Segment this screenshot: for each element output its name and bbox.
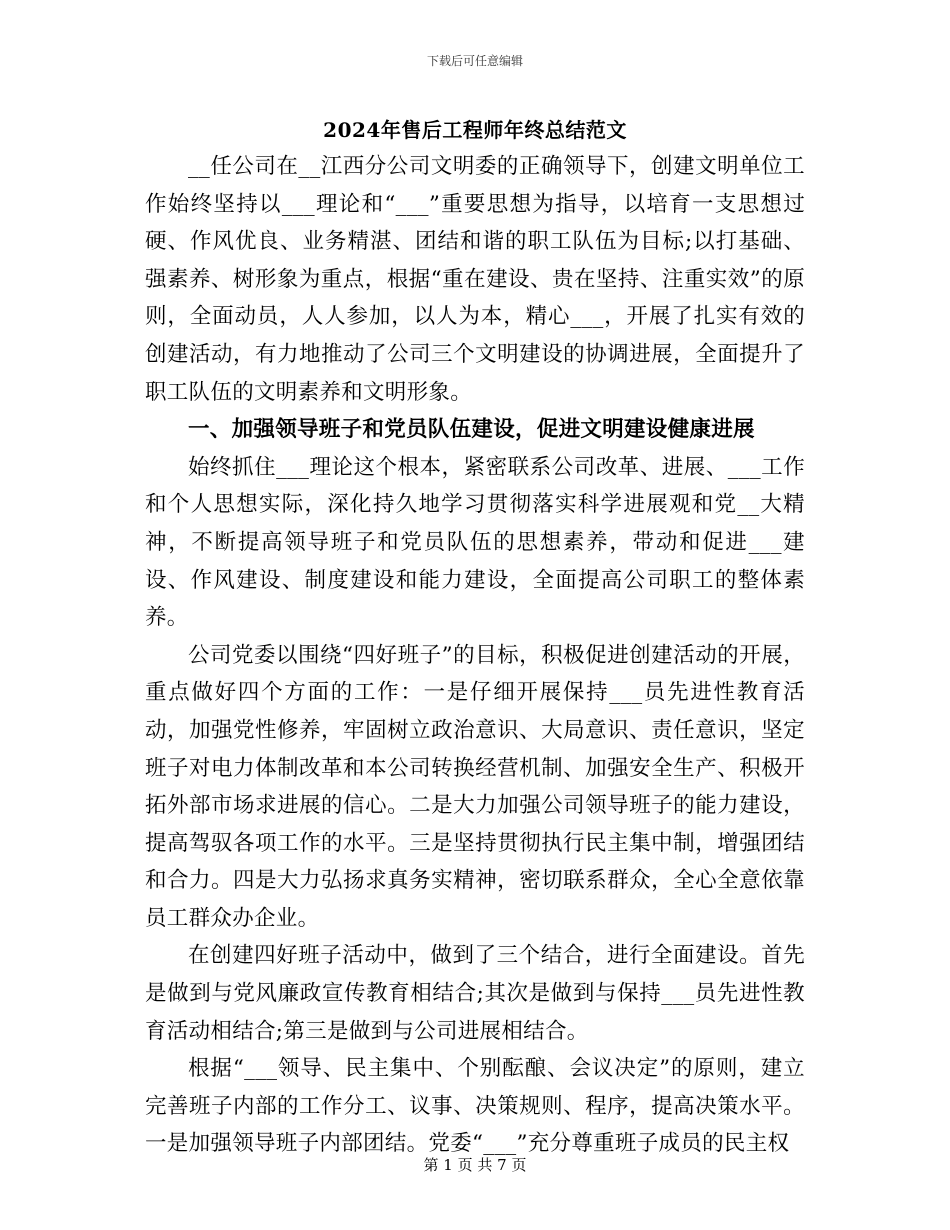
body-paragraph: 根据“___领导、民主集中、个别酝酿、会议决定”的原则，建立完善班子内部的工作分工、议事、决策规则、程序，提高决策水平。一是加强领导班子内部团结。党委“___”充分尊重班子成员的民主权 xyxy=(145,1056,805,1157)
body-paragraph: 公司党委以围绕“四好班子”的目标，积极促进创建活动的开展，重点做好四个方面的工作：一是仔细开展保持___员先进性教育活动，加强党性修养，牢固树立政治意识、大局意识、责任意识，坚定班子对电力体制改革和本公司转换经营机制、加强安全生产、积极开拓外部市场求进展的信心。二是大力加强公司领导班子的能力建设，提高驾驭各项工作的水平。三是坚持贯彻执行民主集中制，增强团结和合力。四是大力弘扬求真务实精神，密切联系群众，全心全意依靠员工群众办企业。 xyxy=(145,642,805,931)
section-heading: 一、加强领导班子和党员队伍建设，促进文明建设健康进展 xyxy=(188,417,755,443)
body-paragraph: 始终抓住___理论这个根本，紧密联系公司改革、进展、___工作和个人思想实际，深化持久地学习贯彻落实科学进展观和党__大精神，不断提高领导班子和党员队伍的思想素养，带动和促进___建设、作风建设、制度建设和能力建设，全面提高公司职工的整体素养。 xyxy=(145,454,805,631)
body-paragraph: 在创建四好班子活动中，做到了三个结合，进行全面建设。首先是做到与党风廉政宣传教育相结合;其次是做到与保持___员先进性教育活动相结合;第三是做到与公司进展相结合。 xyxy=(145,943,805,1044)
header-note: 下载后可任意编辑 xyxy=(426,54,523,68)
page-footer: 第 1 页 共 7 页 xyxy=(423,1156,527,1174)
intro-paragraph: __任公司在__江西分公司文明委的正确领导下，创建文明单位工作始终坚持以___理论和“___”重要思想为指导，以培育一支思想过硬、作风优良、业务精湛、团结和谐的职工队伍为目标;以打基础、强素养、树形象为重点，根据“重在建设、贵在坚持、注重实效”的原则，全面动员，人人参加，以人为本，精心___，开展了扎实有效的创建活动，有力地推动了公司三个文明建设的协调进展，全面提升了职工队伍的文明素养和文明形象。 xyxy=(145,154,805,405)
page-title: 2024年售后工程师年终总结范文 xyxy=(323,118,627,142)
document-body xyxy=(145,148,805,1163)
